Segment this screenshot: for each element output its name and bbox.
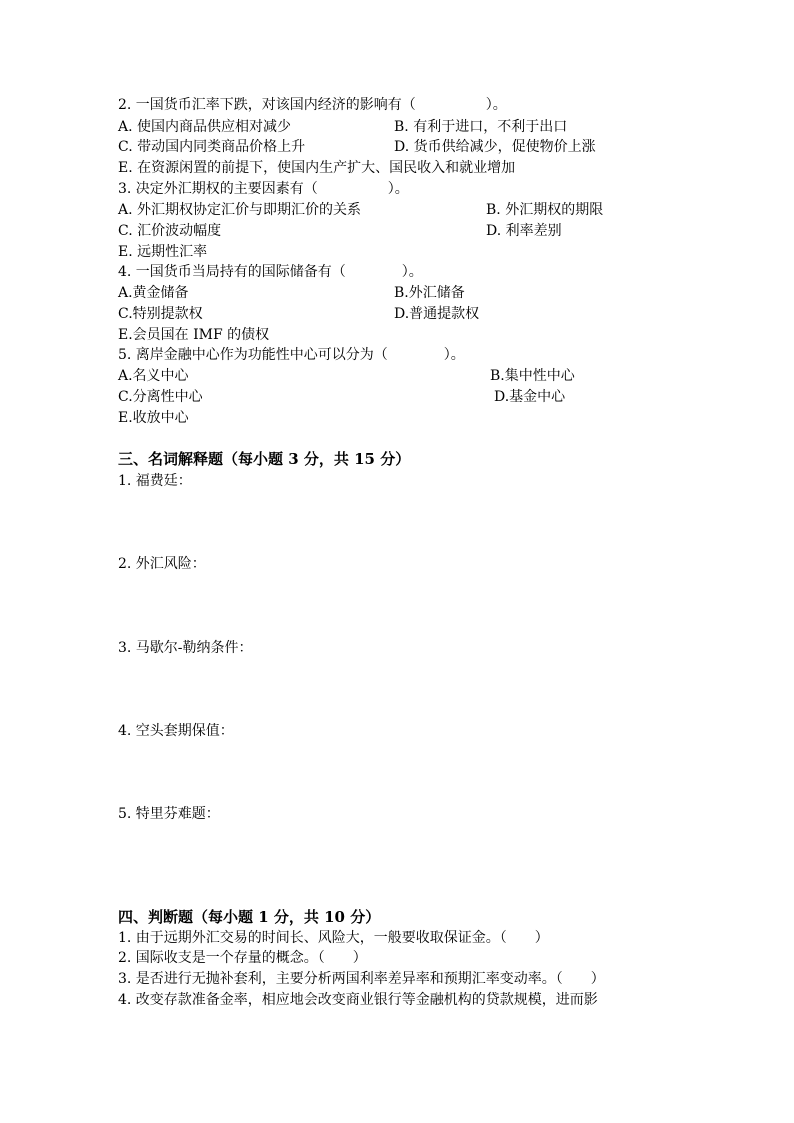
section4-item-2: 2. 国际收支是一个存量的概念。（ ）	[118, 950, 367, 966]
q3-option-e: E. 远期性汇率	[118, 244, 208, 260]
section3-item-2: 2. 外汇风险：	[118, 556, 206, 572]
q3-option-c: C. 汇价波动幅度	[118, 223, 222, 239]
q4-option-b: B.外汇储备	[394, 285, 465, 301]
q2-option-e: E. 在资源闲置的前提下，使国内生产扩大、国民收入和就业增加	[118, 160, 516, 176]
q5-option-e: E.收放中心	[118, 410, 189, 426]
q4-option-e: E.会员国在 IMF 的债权	[118, 327, 270, 343]
q2-stem: 2. 一国货币汇率下跌，对该国内经济的影响有（ ）。	[118, 97, 507, 113]
q2-option-b: B. 有利于进口，不利于出口	[394, 119, 568, 135]
q4-option-c: C.特别提款权	[118, 306, 203, 322]
section4-heading: 四、判断题（每小题 1 分，共 10 分）	[118, 908, 381, 926]
q3-option-a: A. 外汇期权协定汇价与即期汇价的关系	[118, 202, 362, 218]
q3-stem: 3. 决定外汇期权的主要因素有（ ）。	[118, 181, 409, 197]
section3-heading: 三、名词解释题（每小题 3 分，共 15 分）	[118, 450, 411, 468]
q2-option-d: D. 货币供给减少，促使物价上涨	[394, 139, 596, 155]
section3-item-4: 4. 空头套期保值：	[118, 723, 234, 739]
section3-item-1: 1. 福费廷：	[118, 473, 192, 489]
section3-item-5: 5. 特里芬难题：	[118, 806, 220, 822]
section4-item-3: 3. 是否进行无抛补套利，主要分析两国利率差异率和预期汇率变动率。（ ）	[118, 971, 605, 987]
q3-option-b: B. 外汇期权的期限	[486, 202, 604, 218]
section4-item-1: 1. 由于远期外汇交易的时间长、风险大，一般要收取保证金。（ ）	[118, 930, 549, 946]
q5-stem: 5. 离岸金融中心作为功能性中心可以分为（ ）。	[118, 347, 465, 363]
q4-option-d: D.普通提款权	[394, 306, 480, 322]
q2-option-a: A. 使国内商品供应相对减少	[118, 119, 292, 135]
q5-option-b: B.集中性中心	[490, 368, 575, 384]
section3-item-3: 3. 马歇尔-勒纳条件：	[118, 640, 253, 656]
q2-option-c: C. 带动国内同类商品价格上升	[118, 139, 306, 155]
q3-option-d: D. 利率差别	[486, 223, 562, 239]
section4-item-4: 4. 改变存款准备金率，相应地会改变商业银行等金融机构的贷款规模，进而影	[118, 992, 598, 1008]
q5-option-a: A.名义中心	[118, 368, 189, 384]
q5-option-c: C.分离性中心	[118, 389, 203, 405]
q4-stem: 4. 一国货币当局持有的国际储备有（ ）。	[118, 264, 423, 280]
q4-option-a: A.黄金储备	[118, 285, 189, 301]
q5-option-d: D.基金中心	[494, 389, 566, 405]
